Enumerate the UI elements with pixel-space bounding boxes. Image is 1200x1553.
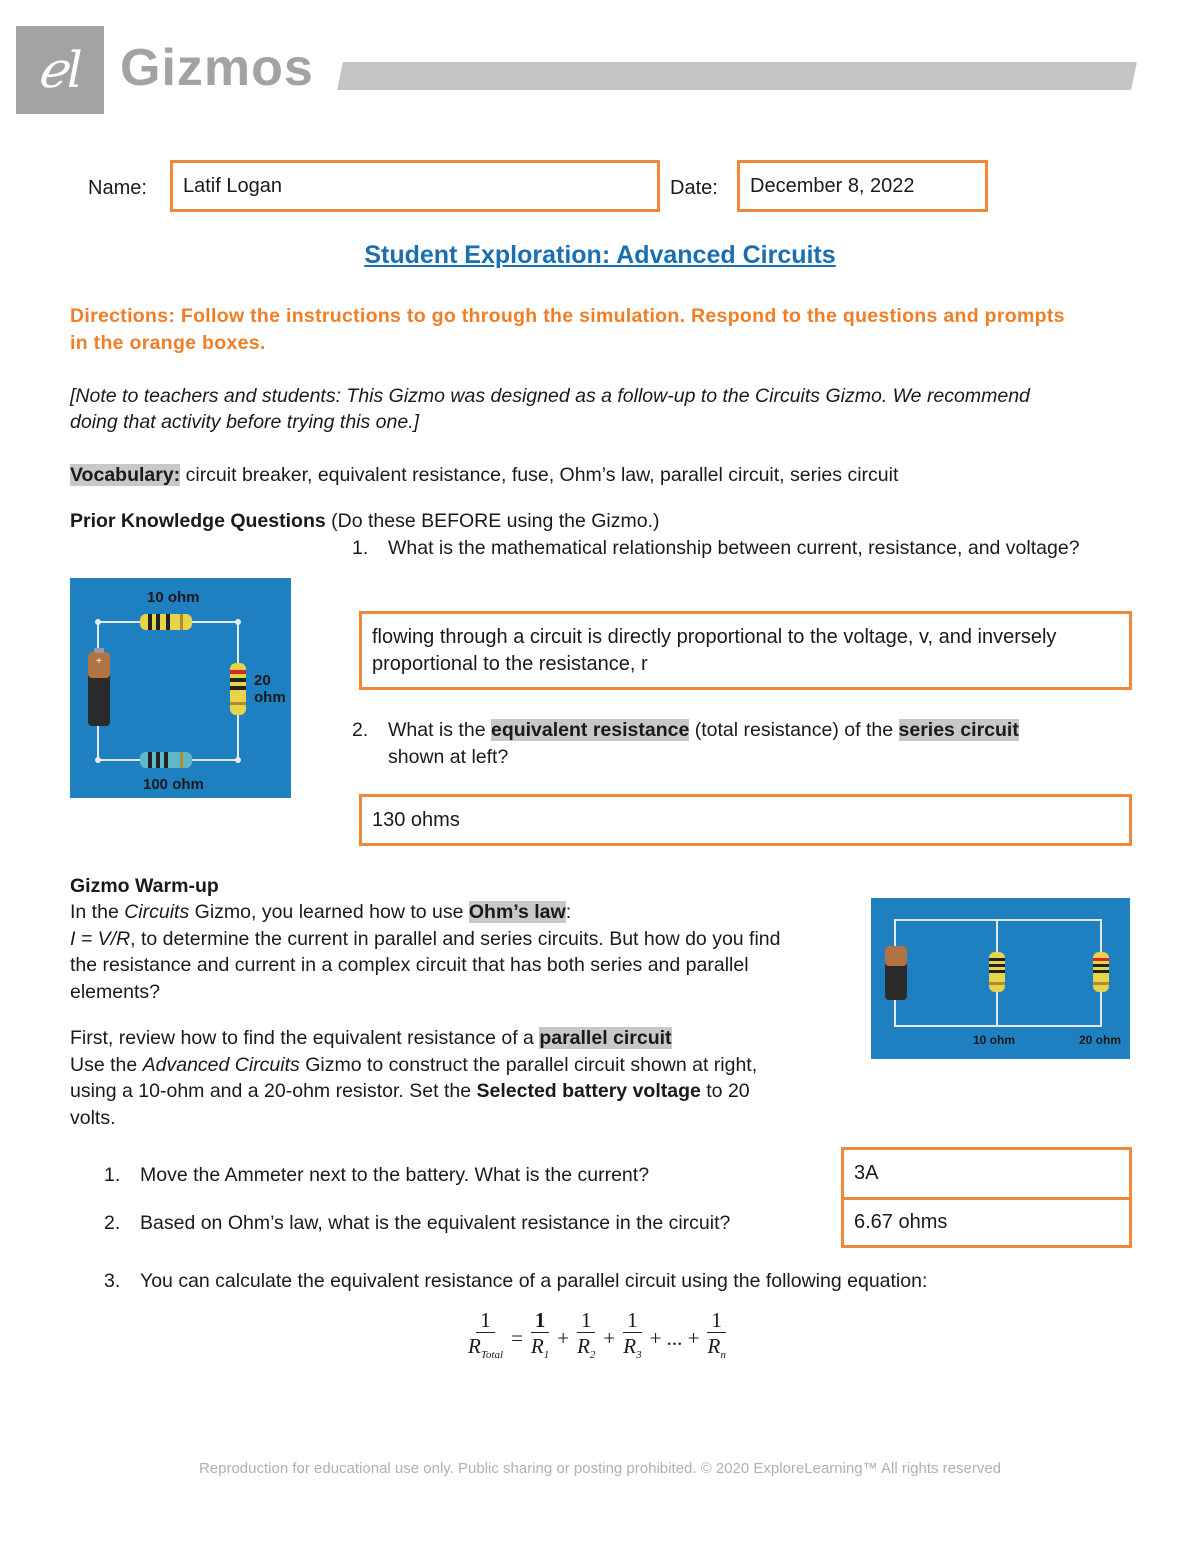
eq-plus-1: + [557, 1325, 570, 1350]
prior-knowledge-subheading: (Do these BEFORE using the Gizmo.) [331, 510, 660, 532]
warmup-q1-answer-box[interactable] [841, 1147, 1132, 1200]
series-circuit-diagram [70, 578, 291, 798]
directions-text: Directions: Follow the instructions to go through the simulation. Respond to the questions and prompts in the orange boxes. [70, 305, 1065, 354]
warmup-q1-number: 1. [104, 1164, 121, 1186]
eq-equals: = [511, 1325, 523, 1350]
date-value: December 8, 2022 [750, 174, 915, 197]
warmup-q2-answer-box[interactable] [841, 1197, 1132, 1248]
battery-plus-sign: + [96, 656, 102, 667]
eq-num-r1: 1 [531, 1308, 550, 1333]
eq-frac-total [464, 1308, 507, 1368]
series-circuit-image [70, 578, 291, 798]
header-decoration-bar [337, 62, 1137, 90]
explorelearning-logo-icon: ℯl [37, 41, 83, 99]
eq-r-total: R [468, 1333, 481, 1358]
eq-den-r1 [527, 1333, 553, 1368]
vocabulary-label: Vocabulary: [70, 464, 181, 486]
name-field[interactable] [170, 160, 660, 212]
pk-q2-answer: 130 ohms [372, 808, 460, 831]
pk-q2-number: 2. [352, 719, 369, 741]
eq-num-r2: 1 [577, 1308, 596, 1333]
warmup-q1-answer: 3A [854, 1162, 879, 1184]
parallel-resistance-equation [462, 1308, 782, 1368]
eq-num-r3: 1 [623, 1308, 642, 1333]
eq-num-rn: 1 [707, 1308, 726, 1333]
eq-r2-sub: 2 [589, 1349, 596, 1362]
name-label: Name: [88, 177, 147, 199]
eq-r3: R [623, 1333, 637, 1358]
vocabulary-line [70, 462, 1130, 488]
warmup-p2-a: First, review how to find the equivalent resistance of a [70, 1027, 534, 1049]
date-field[interactable] [737, 160, 988, 212]
warmup-p1-b: Gizmo, you learned how to use [194, 901, 464, 923]
eq-rn: R [707, 1333, 721, 1358]
warmup-paragraph-1 [70, 899, 790, 1005]
pk-q2-mid: (total resistance) of the [694, 719, 894, 741]
pk-q1-number: 1. [352, 537, 369, 559]
warmup-p2-b: Use the [70, 1053, 138, 1076]
warmup-q1-text: Move the Ammeter next to the battery. What is the current? [140, 1164, 650, 1186]
warmup-p1-c: : [565, 901, 572, 923]
pk-q2-post: shown at left? [388, 745, 509, 768]
warmup-parallel-circuit-term: parallel circuit [539, 1027, 672, 1049]
warmup-p2-c: Gizmo to construct the parallel circuit shown at right, using a 10-ohm and a 20-ohm resistor. Set the [70, 1053, 758, 1102]
pk-q2-term-equivalent-resistance: equivalent resistance [490, 719, 690, 741]
eq-den-total [464, 1333, 507, 1368]
eq-frac-r2 [573, 1308, 599, 1368]
pk-q2-answer-box[interactable] [359, 794, 1132, 846]
brand-name: Gizmos [120, 39, 314, 97]
eq-frac-r3 [619, 1308, 645, 1368]
name-value: Latif Logan [183, 174, 282, 197]
prior-knowledge-heading-line [70, 508, 870, 535]
warmup-heading: Gizmo Warm-up [70, 875, 219, 897]
warmup-advanced-circuits: Advanced Circuits [142, 1053, 300, 1076]
parallel-label-10-ohm: 10 ohm [973, 1033, 1016, 1047]
date-label: Date: [670, 177, 718, 199]
parallel-label-20-ohm: 20 ohm [1079, 1033, 1122, 1047]
warmup-q2-answer: 6.67 ohms [854, 1211, 948, 1233]
eq-plus-dots: + ... + [649, 1325, 700, 1350]
eq-num-total: 1 [476, 1308, 495, 1333]
warmup-ohms-law-term: Ohm’s law [468, 901, 566, 923]
parallel-circuit-image [871, 898, 1130, 1059]
pk-q1-answer: flowing through a circuit is directly proportional to the voltage, v, and inversely proportional to the resistance, r [372, 625, 1057, 675]
series-label-ohm: ohm [254, 689, 286, 706]
eq-den-r2 [573, 1333, 599, 1368]
warmup-paragraph-2 [70, 1025, 790, 1131]
warmup-p1-a: In the [70, 901, 119, 923]
eq-den-r3 [619, 1333, 645, 1368]
eq-frac-r1 [527, 1308, 553, 1368]
teacher-note: [Note to teachers and students: This Gizmo was designed as a follow-up to the Circuits Gizmo. We recommend doing that activity before trying this one.] [70, 385, 1030, 433]
warmup-q3-number: 3. [104, 1270, 121, 1292]
warmup-q2-text: Based on Ohm’s law, what is the equivalent resistance in the circuit? [140, 1212, 731, 1234]
warmup-ohms-law-formula: I = V/R [70, 927, 131, 950]
pk-q1-text: What is the mathematical relationship between current, resistance, and voltage? [388, 537, 1080, 559]
warmup-p1-circuits: Circuits [124, 901, 190, 923]
eq-rn-sub: n [720, 1349, 726, 1362]
series-label-100-ohm: 100 ohm [143, 776, 204, 793]
eq-plus-2: + [603, 1325, 616, 1350]
parallel-circuit-diagram [871, 898, 1130, 1059]
pk-q2-term-series-circuit: series circuit [898, 719, 1019, 741]
copyright-footer: Reproduction for educational use only. Public sharing or posting prohibited. © 2020 ExploreLearning™ All rights reserved [198, 1460, 1002, 1477]
eq-r2: R [577, 1333, 590, 1358]
eq-r-total-sub: Total [480, 1349, 504, 1362]
eq-den-rn [704, 1333, 730, 1368]
warmup-q3-text: You can calculate the equivalent resistance of a parallel circuit using the following equation: [140, 1270, 928, 1292]
pk-q2-text [388, 717, 1128, 770]
eq-r1: R [530, 1333, 544, 1358]
eq-r3-sub: 3 [636, 1349, 642, 1362]
series-label-20: 20 [254, 672, 271, 689]
warmup-q2-number: 2. [104, 1212, 121, 1234]
vocabulary-terms: circuit breaker, equivalent resistance, fuse, Ohm’s law, parallel circuit, series circuit [185, 464, 899, 486]
warmup-p1-d: , to determine the current in parallel and series circuits. But how do you find the resistance and current in a complex circuit that has both series and parallel elements? [70, 927, 781, 1003]
eq-frac-rn [704, 1308, 730, 1368]
eq-r1-sub: 1 [543, 1349, 550, 1362]
pk-q1-answer-box[interactable] [359, 611, 1132, 690]
prior-knowledge-heading: Prior Knowledge Questions [70, 510, 326, 532]
warmup-p2-d: to 20 volts. [70, 1080, 750, 1129]
pk-q2-pre: What is the [388, 719, 486, 741]
series-label-10-ohm: 10 ohm [147, 589, 200, 606]
warmup-selected-battery-voltage: Selected battery voltage [476, 1080, 701, 1102]
page-title: Student Exploration: Advanced Circuits [364, 241, 836, 269]
